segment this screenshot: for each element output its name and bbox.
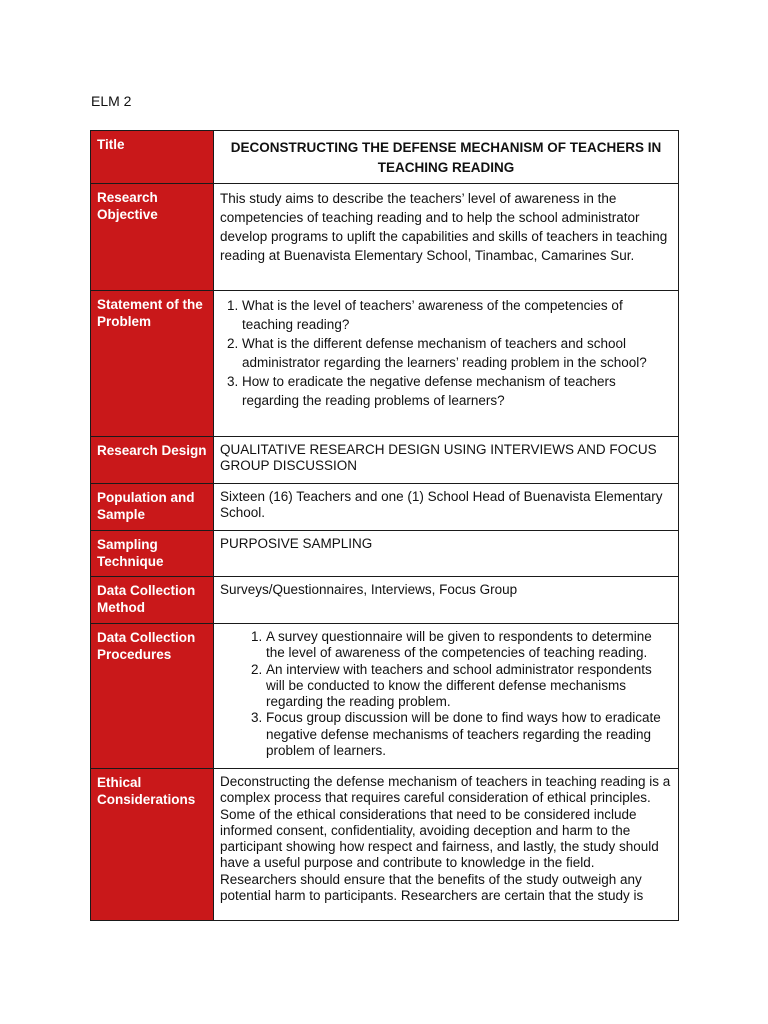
research-objective-label: Research Objective	[91, 184, 214, 291]
ethical-considerations-value-cell	[214, 769, 679, 921]
statement-of-problem-label: Statement of the Problem	[91, 291, 214, 437]
sampling-technique-value-cell	[214, 531, 679, 577]
sampling-technique-label: Sampling Technique	[91, 531, 214, 577]
sampling-technique-text: PURPOSIVE SAMPLING	[220, 536, 373, 551]
problem-list	[220, 296, 672, 410]
population-sample-value-cell	[214, 484, 679, 531]
data-collection-method-value-cell	[214, 577, 679, 624]
table-row-data-collection-method	[91, 577, 679, 624]
title-value-cell	[214, 131, 679, 184]
data-collection-method-text: Surveys/Questionnaires, Interviews, Focus Group	[220, 582, 518, 597]
table-row-statement-of-problem	[91, 291, 679, 437]
research-design-value-cell	[214, 437, 679, 484]
population-sample-text: Sixteen (16) Teachers and one (1) School Head of Buenavista Elementary School.	[220, 489, 663, 521]
table-row-research-objective	[91, 184, 679, 291]
list-item: 3. Focus group discussion will be done to find ways how to eradicate negative defense mechanisms of teachers regarding the reading problem of learners.	[266, 710, 672, 759]
research-design-text: QUALITATIVE RESEARCH DESIGN USING INTERVIEWS AND FOCUS GROUP DISCUSSION	[220, 442, 657, 474]
list-item: 1. What is the level of teachers’ awareness of the competencies of teaching reading?	[242, 296, 672, 334]
population-sample-label: Population and Sample	[91, 484, 214, 531]
table-row-data-collection-procedures	[91, 624, 679, 769]
list-item: 2. An interview with teachers and school administrator respondents will be conducted to know the different defense mechanisms regarding the reading problem.	[266, 662, 672, 711]
research-design-label: Research Design	[91, 437, 214, 484]
ethical-considerations-text: Deconstructing the defense mechanism of teachers in teaching reading is a complex process that requires careful consideration of ethical principles. Some of the ethical considerations that need to be considered include informed consent, confidentiality, avoiding deception and harm to the participant showing how respect and fairness, and lastly, the study should have a useful purpose and contribute to knowledge in the field. Researchers should ensure that the benefits of the study outweigh any potential harm to participants. Researchers are certain that the study is	[220, 774, 671, 904]
ethical-considerations-label: Ethical Considerations	[91, 769, 214, 921]
title-label: Title	[91, 131, 214, 184]
list-item: 3. How to eradicate the negative defense mechanism of teachers regarding the reading problems of learners?	[242, 372, 672, 410]
research-objective-value-cell	[214, 184, 679, 291]
table-row-research-design	[91, 437, 679, 484]
table-row-sampling-technique	[91, 531, 679, 577]
data-collection-method-label: Data Collection Method	[91, 577, 214, 624]
table-row-title	[91, 131, 679, 184]
data-collection-procedures-value-cell	[214, 624, 679, 769]
procedure-list	[220, 629, 672, 759]
research-summary-table	[90, 130, 679, 921]
data-collection-procedures-label: Data Collection Procedures	[91, 624, 214, 769]
research-title: DECONSTRUCTING THE DEFENSE MECHANISM OF TEACHERS IN TEACHING READING	[230, 140, 662, 175]
statement-of-problem-value-cell	[214, 291, 679, 437]
list-item: 2. What is the different defense mechanism of teachers and school administrator regarding the learners’ reading problem in the school?	[242, 334, 672, 372]
list-item: 1. A survey questionnaire will be given to respondents to determine the level of awareness of the competencies of teaching reading.	[266, 629, 672, 662]
research-objective-text: This study aims to describe the teachers’ level of awareness in the competencies of teaching reading and to help the school administrator develop programs to uplift the capabilities and skills of teachers in teaching reading at Buenavista Elementary School, Tinambac, Camarines Sur.	[220, 191, 668, 263]
table-row-population-sample	[91, 484, 679, 531]
table-row-ethical-considerations	[91, 769, 679, 921]
document-label: ELM 2	[91, 93, 132, 109]
